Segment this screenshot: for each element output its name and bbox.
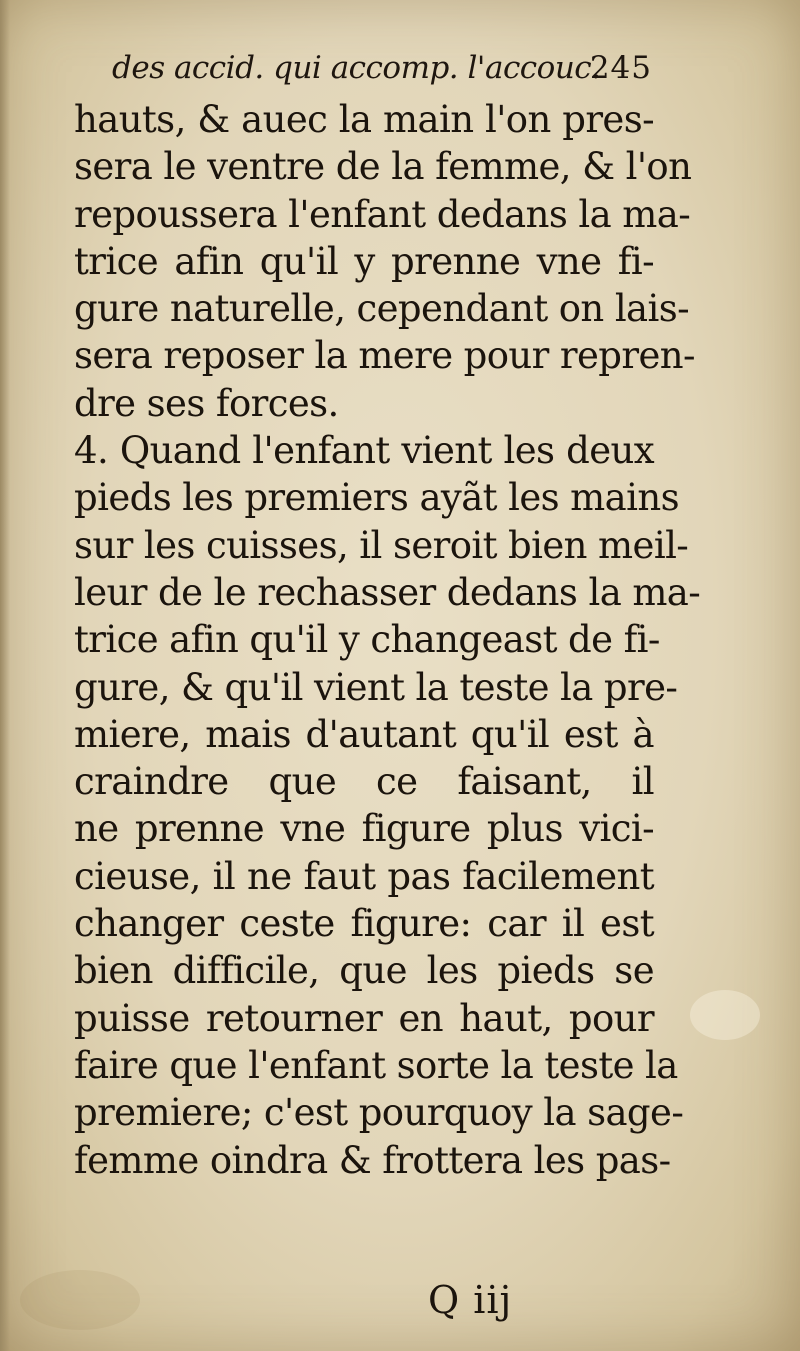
text-line: trice afin qu'il y prenne vne fi- (74, 239, 654, 283)
running-title: des accid. qui accomp. l'accouc. (112, 50, 601, 86)
page-edge-shadow (0, 0, 10, 1351)
signature-mark: Q iij (428, 1278, 513, 1322)
running-header (112, 50, 652, 100)
text-line: craindre que ce faisant, il (74, 760, 654, 804)
text-line: hauts, & auec la main l'on pres- (74, 98, 654, 141)
text-line: repoussera l'enfant dedans la ma- (74, 192, 691, 236)
text-line: trice afin qu'il y changeast de fi- (74, 618, 660, 662)
text-line: sera reposer la mere pour repren- (74, 334, 695, 378)
text-line: leur de le rechasser dedans la ma- (74, 570, 701, 614)
paper-stain (690, 990, 760, 1040)
text-line: gure, & qu'il vient la teste la pre- (74, 665, 678, 709)
paper-stain (20, 1270, 140, 1330)
body-text (74, 96, 701, 1184)
text-line: premiere; c'est pourquoy la sage- (74, 1091, 684, 1135)
text-line: bien difficile, que les pieds se (74, 949, 654, 993)
page-number: 245 (589, 50, 652, 86)
text-line: cieuse, il ne faut pas facilement (74, 854, 654, 898)
text-line: dre ses forces. (74, 381, 339, 425)
text-line: pieds les premiers ayãt les mains (74, 476, 679, 520)
text-line: gure naturelle, cependant on lais- (74, 287, 690, 331)
text-line: puisse retourner en haut, pour (74, 996, 654, 1040)
text-line: changer ceste figure: car il est (74, 902, 654, 946)
text-line: femme oindra & frottera les pas- (74, 1138, 671, 1182)
text-line: ne prenne vne figure plus vici- (74, 807, 654, 851)
text-line: faire que l'enfant sorte la teste la (74, 1043, 678, 1087)
text-line: 4. Quand l'enfant vient les deux (74, 429, 654, 473)
text-line: miere, mais d'autant qu'il est à (74, 712, 654, 756)
text-line: sera le ventre de la femme, & l'on (74, 145, 692, 189)
text-line: sur les cuisses, il seroit bien meil- (74, 523, 689, 567)
